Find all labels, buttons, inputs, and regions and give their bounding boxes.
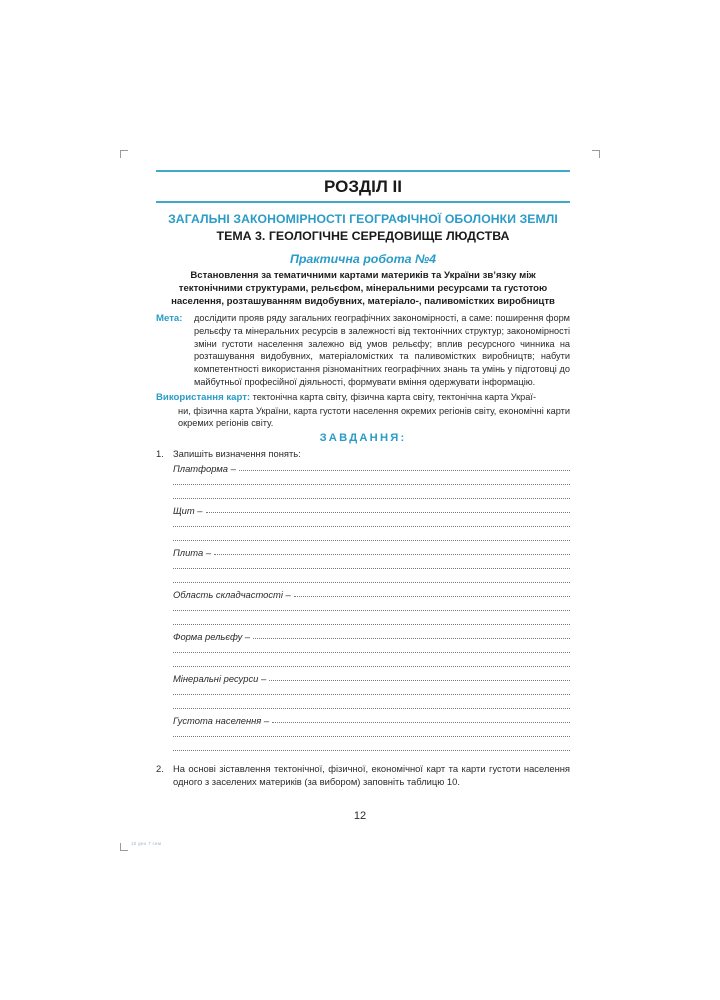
goal-block bbox=[156, 312, 570, 389]
answer-line[interactable] bbox=[173, 568, 570, 569]
crop-mark-top-right bbox=[592, 150, 600, 158]
answer-line[interactable] bbox=[269, 680, 570, 681]
answer-line[interactable] bbox=[173, 610, 570, 611]
goal-text: дослідити прояв ряду загальних географічних закономірності, а саме: поширення форм рельєфу та мінеральних ресурсів в залежності від тектонічних структур; закономірності зміни густоти населення залежно від умов рельєфу; вплив ресурсного чинника на розташування видобувних, матеріаломістких та паливомістких виробництв; набути компетентності використання різноманітних географічних знань та умінь у підготовці до майбутньої професійної діяльності, формувати вміння одержувати інформацію. bbox=[194, 313, 570, 387]
crop-mark-bottom-left bbox=[120, 843, 128, 851]
definition-mineral-resources bbox=[173, 670, 570, 712]
maps-text-first: тектонічна карта світу, фізична карта світу, тектонічна карта Украї- bbox=[252, 391, 537, 402]
maps-text-rest: ни, фізична карта України, карта густоти населення окремих регіонів світу, економічні карти окремих регіонів світу. bbox=[178, 405, 570, 429]
task-2-number: 2. bbox=[156, 763, 164, 775]
answer-line[interactable] bbox=[173, 666, 570, 667]
term-label: Мінеральні ресурси – bbox=[173, 673, 267, 685]
term-label: Платформа – bbox=[173, 463, 236, 475]
printer-mark: 10 geo 7 сем bbox=[131, 841, 162, 846]
definition-relief-form bbox=[173, 628, 570, 670]
answer-line[interactable] bbox=[173, 624, 570, 625]
answer-line[interactable] bbox=[173, 498, 570, 499]
answer-line[interactable] bbox=[173, 540, 570, 541]
task-1-number: 1. bbox=[156, 448, 164, 460]
maps-block bbox=[156, 391, 570, 430]
definition-population-density bbox=[173, 712, 570, 754]
task-1 bbox=[156, 447, 570, 754]
answer-line[interactable] bbox=[173, 694, 570, 695]
term-label: Густота населення – bbox=[173, 715, 270, 727]
answer-line[interactable] bbox=[206, 512, 571, 513]
term-label: Щит – bbox=[173, 505, 203, 517]
section-rule-bottom bbox=[156, 201, 570, 203]
maps-label: Використання карт: bbox=[156, 391, 251, 403]
page-content bbox=[156, 170, 570, 788]
practical-work-description: Встановлення за тематичними картами материків та України зв’язку між тектонічними структурами, рельєфом, мінеральними ресурсами та густотою населення, розташуванням видобувних, матеріало-, паливомістких виробництв bbox=[171, 270, 555, 307]
practical-work-title: Практична робота №4 bbox=[289, 252, 437, 266]
answer-line[interactable] bbox=[173, 708, 570, 709]
answer-line[interactable] bbox=[173, 484, 570, 485]
term-label: Область складчастості – bbox=[173, 589, 291, 601]
answer-line[interactable] bbox=[173, 652, 570, 653]
answer-line[interactable] bbox=[294, 596, 570, 597]
answer-line[interactable] bbox=[214, 554, 570, 555]
task-2 bbox=[156, 762, 570, 788]
crop-mark-top-left bbox=[120, 150, 128, 158]
section-title: РОЗДІЛ II bbox=[324, 177, 402, 196]
goal-label: Мета: bbox=[156, 313, 183, 324]
definition-plate bbox=[173, 544, 570, 586]
answer-line[interactable] bbox=[253, 638, 570, 639]
definitions-list bbox=[173, 460, 570, 754]
term-label: Плита – bbox=[173, 547, 212, 559]
term-label: Форма рельєфу – bbox=[173, 631, 251, 643]
answer-line[interactable] bbox=[239, 470, 570, 471]
task-2-text: На основі зіставлення тектонічної, фізичної, економічної карт та карти густоти населення одного з заселених материків (за вибором) заповніть таблицю 10. bbox=[173, 763, 570, 788]
answer-line[interactable] bbox=[173, 750, 570, 751]
task-1-text: Запишіть визначення понять: bbox=[173, 448, 301, 460]
topic-title: ТЕМА 3. ГЕОЛОГІЧНЕ СЕРЕДОВИЩЕ ЛЮДСТВА bbox=[216, 229, 510, 243]
definition-shield bbox=[173, 502, 570, 544]
answer-line[interactable] bbox=[272, 722, 570, 723]
tasks-heading: ЗАВДАННЯ: bbox=[319, 432, 407, 445]
definition-folded-area bbox=[173, 586, 570, 628]
definition-platform bbox=[173, 460, 570, 502]
answer-line[interactable] bbox=[173, 526, 570, 527]
answer-line[interactable] bbox=[173, 736, 570, 737]
page-number: 12 bbox=[353, 810, 367, 822]
answer-line[interactable] bbox=[173, 582, 570, 583]
chapter-subtitle: ЗАГАЛЬНІ ЗАКОНОМІРНОСТІ ГЕОГРАФІЧНОЇ ОБОЛОНКИ ЗЕМЛІ bbox=[168, 212, 558, 226]
